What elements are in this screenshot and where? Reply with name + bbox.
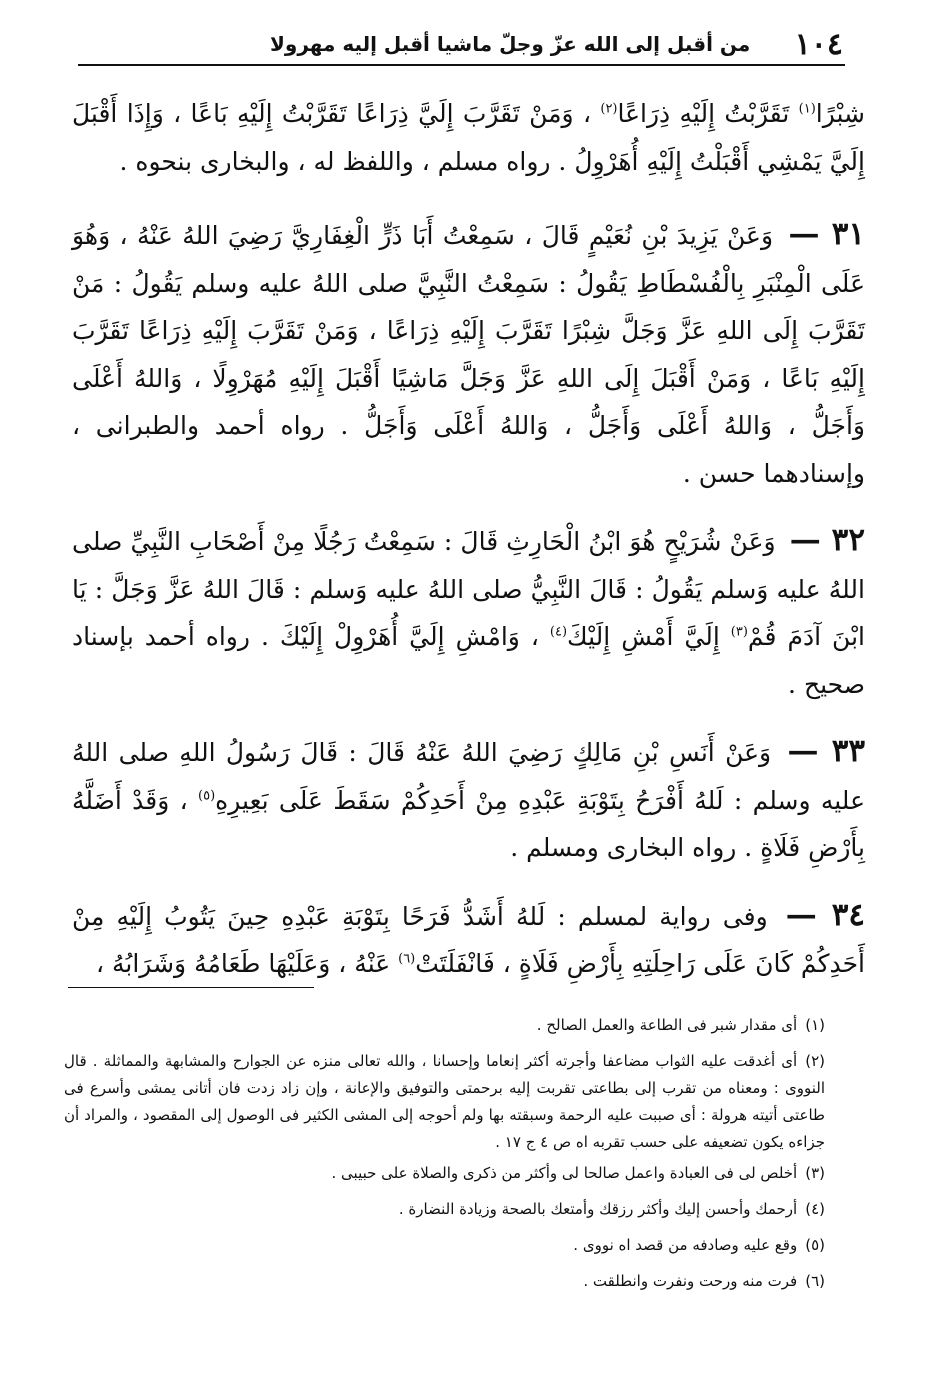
footnote-text: أى مقدار شبر فى الطاعة والعمل الصالح . [536, 1016, 798, 1034]
hadith-31 [72, 211, 865, 497]
text-run: تَقَرَّبْتُ إِلَيْهِ ذِرَاعًا [617, 99, 799, 128]
hadith-number: ٣٢ — [789, 522, 865, 558]
text-run: عَنْهُ ، وَعَلَيْهَا طَعَامُهُ وَشَرَابُهُ ، [95, 949, 399, 978]
text-run: ، وَقَدْ أَضَلَّهُ بِأَرْضِ فَلَاةٍ . رواه البخارى ومسلم . [72, 785, 865, 862]
header-rule [78, 64, 845, 66]
footnote-label: (٤) [805, 1200, 825, 1218]
footnote-1 [64, 1012, 825, 1038]
text-run: إِلَيَّ أَمْشِ إِلَيْكَ [567, 622, 731, 651]
footnote-label: (٥) [805, 1236, 825, 1254]
footnote-text: أخلص لى فى العبادة واعمل صالحا لى وأكثر من ذكرى والصلاة على حبيبى . [331, 1164, 798, 1182]
footnote-ref: (٢) [600, 101, 618, 117]
footnote-text: فرت منه ورحت ونفرت وانطلقت . [583, 1272, 798, 1290]
footnote-6 [64, 1268, 825, 1294]
footnote-ref: (٣) [730, 624, 748, 640]
footnote-label: (٦) [805, 1272, 825, 1290]
main-text [72, 90, 865, 1008]
footnote-2 [64, 1048, 825, 1156]
footnote-label: (٢) [805, 1052, 825, 1070]
footnote-ref: (١) [798, 101, 816, 117]
footnote-text: وقع عليه وصادفه من قصد اه نووى . [573, 1236, 798, 1254]
footnote-text: أرحمك وأحسن إليك وأكثر رزقك وأمتعك بالصحة وزيادة النضارة . [398, 1200, 798, 1218]
footnote-ref: (٥) [198, 788, 216, 804]
footnote-label: (١) [805, 1016, 825, 1034]
footnote-separator [68, 987, 314, 988]
footnote-text: أى أغدقت عليه الثواب مضاعفا وأجرته أكثر إنعاما وإحسانا ، والله تعالى منزه عن الجوارح والمشابهة والمماثلة . قال النووى : ومعناه من تقرب إلى بطاعتى تقربت إليه برحمتى والتوفيق والإعانة ، وإن زاد زدت فان أتانى يمشى وأسرع فى طاعتى أتيته هرولة : أى صببت عليه الرحمة وسبقته بها ولم أحوجه إلى المشى الكثير فى الوصول إلى المقصود ، والمراد أن جزاءه يكون تضعيفه على حسب تقربه اه ص ٤ ج ١٧ . [64, 1052, 825, 1151]
footnote-ref: (٦) [398, 951, 416, 967]
hadith-33 [72, 728, 865, 872]
text-run: وَعَنْ أَنَسِ بْنِ مَالِكٍ رَضِيَ اللهُ عَنْهُ قَالَ : قَالَ رَسُولُ اللهِ صلى اللهُ عليه وسلم : لَلهُ أَفْرَحُ بِتَوْبَةِ عَبْدِهِ مِنْ أَحَدِكُمْ سَقَطَ عَلَى بَعِيرِهِ [72, 738, 865, 815]
text-run: وفى رواية لمسلم : لَلهُ أَشَدُّ فَرَحًا بِتَوْبَةِ عَبْدِهِ حِينَ يَتُوبُ إِلَيْهِ مِنْ أَحَدِكُمْ كَانَ عَلَى رَاحِلَتِهِ بِأَرْضِ فَلَاةٍ ، فَانْفَلَتَتْ [72, 901, 865, 978]
text-run: وَعَنْ شُرَيْحٍ هُوَ ابْنُ الْحَارِثِ قَالَ : سَمِعْتُ رَجُلًا مِنْ أَصْحَابِ النَّبِيِّ صلى اللهُ عليه وَسلم يَقُولُ : قَالَ النَّبِيُّ صلى اللهُ عليه وَسلم : قَالَ اللهُ عَزَّ وَجَلَّ : يَا ابْنَ آدَمَ قُمْ [72, 527, 865, 651]
page-header [70, 22, 843, 66]
footnotes [64, 1012, 825, 1304]
footnote-ref: (٤) [549, 624, 568, 640]
hadith-34 [72, 892, 865, 988]
footnote-3 [64, 1160, 825, 1186]
footnote-label: (٣) [805, 1164, 825, 1182]
text-run: شِبْرًا [815, 99, 865, 128]
hadith-number: ٣٤ — [785, 896, 866, 933]
footnote-5 [64, 1232, 825, 1258]
page-number: ١٠٤ [794, 26, 843, 62]
text-run: ، وَمَنْ تَقَرَّبَ إِلَيَّ ذِرَاعًا تَقَرَّبْتُ إِلَيْهِ بَاعًا ، وَإِذَا أَقْبَلَ إِلَيَّ يَمْشِي أَقْبَلْتُ إِلَيْهِ أُهَرْوِلُ . رواه مسلم ، واللفظ له ، والبخارى بنحوه . [72, 99, 865, 176]
hadith-number: ٣١ — [788, 216, 865, 252]
hadith-32 [72, 517, 865, 708]
hadith-text: وَعَنْ يَزِيدَ بْنِ نُعَيْمٍ قَالَ ، سَمِعْتُ أَبَا ذَرٍّ الْغِفَارِيَّ رَضِيَ اللهُ عَنْهُ ، وَهُوَ عَلَى الْمِنْبَرِ بِالْفُسْطَاطِ يَقُولُ : سَمِعْتُ النَّبِيَّ صلى اللهُ عليه وسلم يَقُولُ : مَنْ تَقَرَّبَ إِلَى اللهِ عَزَّ وَجَلَّ شِبْرًا تَقَرَّبَ إِلَيْهِ ذِرَاعًا ، وَمَنْ تَقَرَّبَ إِلَيْهِ ذِرَاعًا تَقَرَّبَ إِلَيْهِ بَاعًا ، وَمَنْ أَقْبَلَ إِلَى اللهِ عَزَّ وَجَلَّ مَاشِيًا أَقْبَلَ إِلَيْهِ مُهَرْوِلًا ، وَاللهُ أَعْلَى وَأَجَلُّ ، وَاللهُ أَعْلَى وَأَجَلُّ ، وَاللهُ أَعْلَى وَأَجَلُّ . رواه أحمد والطبرانى ، وإسنادهما حسن . [72, 221, 865, 488]
hadith-number: ٣٣ — [787, 733, 865, 769]
paragraph-continuation [72, 90, 865, 185]
running-title: من أقبل إلى الله عزّ وجلّ ماشيا أقبل إليه مهرولا [270, 32, 751, 56]
footnote-4 [64, 1196, 825, 1222]
text-run: ، وَامْشِ إِلَيَّ أُهَرْوِلْ إِلَيْكَ . رواه أحمد بإسناد صحيح . [72, 622, 865, 699]
